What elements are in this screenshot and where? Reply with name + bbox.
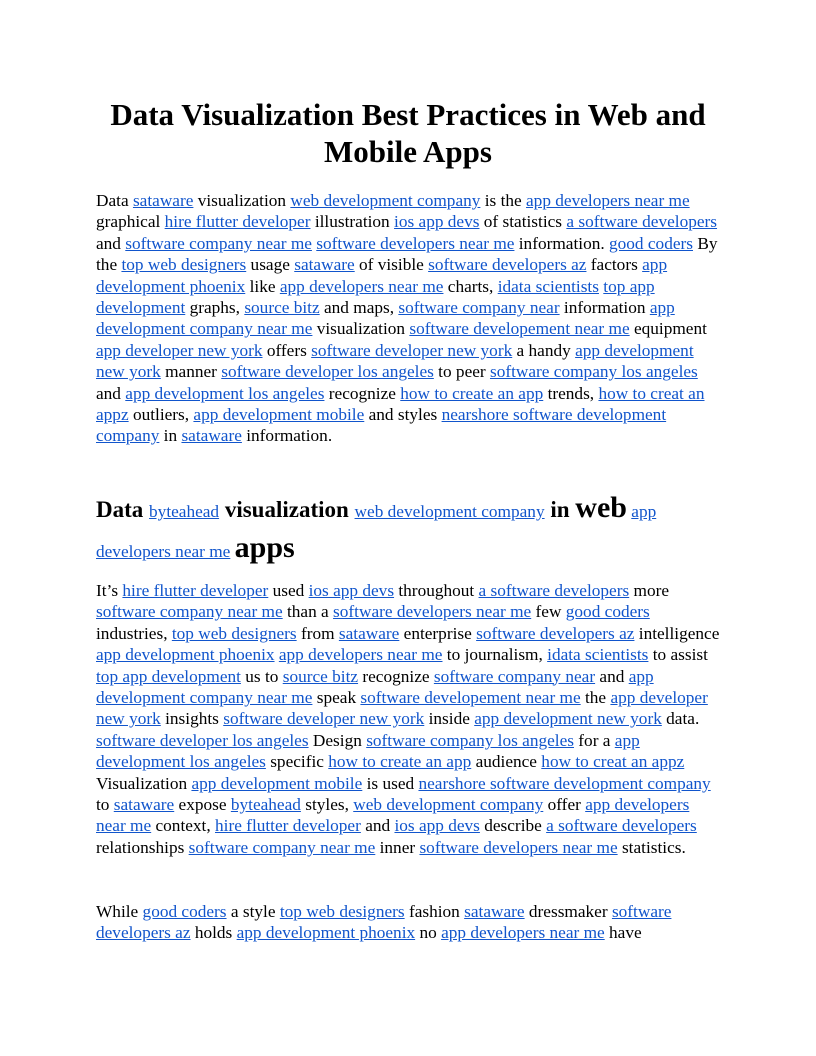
heading-text-large: web xyxy=(575,491,627,524)
inline-link[interactable]: top web designers xyxy=(121,255,247,275)
document-title: Data Visualization Best Practices in Web and Mobile Apps xyxy=(110,97,706,169)
inline-link[interactable]: app developers near me xyxy=(526,191,690,210)
inline-link[interactable]: software developers near me xyxy=(333,602,532,622)
body-text: and xyxy=(595,666,629,686)
inline-link[interactable]: app developer new york xyxy=(96,688,708,729)
body-text: context, xyxy=(151,816,215,836)
body-text: recognize xyxy=(358,666,434,686)
inline-link[interactable]: software developer new york xyxy=(311,340,513,360)
inline-link[interactable]: software developers az xyxy=(476,623,635,643)
body-text: specific xyxy=(265,752,329,772)
inline-link[interactable]: idata scientists xyxy=(497,276,599,296)
body-text: us to xyxy=(240,666,283,686)
body-text: data. xyxy=(661,709,700,729)
body-text: few xyxy=(531,602,566,622)
inline-link[interactable]: how to create an app xyxy=(328,752,472,772)
body-text: relationships xyxy=(96,837,189,857)
body-text: from xyxy=(296,623,339,643)
inline-link[interactable]: source bitz xyxy=(282,666,359,686)
inline-link[interactable]: sataware xyxy=(464,902,525,921)
inline-link[interactable]: app development los angeles xyxy=(125,383,325,403)
inline-link[interactable]: app development new york xyxy=(96,340,694,382)
body-text: inside xyxy=(424,709,475,729)
inline-link[interactable]: idata scientists xyxy=(547,645,649,665)
body-text: a style xyxy=(226,902,280,921)
inline-link[interactable]: top web designers xyxy=(171,623,297,643)
heading-text: Data xyxy=(96,497,150,522)
inline-link[interactable]: top app development xyxy=(96,666,241,686)
inline-link[interactable]: source bitz xyxy=(244,298,320,318)
body-text: By the xyxy=(96,233,718,275)
body-text: illustration xyxy=(310,212,395,232)
body-text: Visualization xyxy=(96,773,192,793)
body-text: describe xyxy=(479,816,547,836)
inline-link[interactable]: web development company xyxy=(353,795,544,815)
inline-link[interactable]: software company near me xyxy=(188,837,376,857)
body-text: and maps, xyxy=(319,298,399,318)
body-text: It’s xyxy=(96,581,123,600)
inline-link[interactable]: software developer los angeles xyxy=(221,362,434,382)
body-text: styles, xyxy=(300,795,354,815)
body-text: recognize xyxy=(324,383,401,403)
inline-link[interactable]: app developer new york xyxy=(96,340,263,360)
body-text: and xyxy=(96,383,126,403)
inline-link[interactable]: how to create an app xyxy=(400,383,544,403)
body-text: factors xyxy=(586,255,643,275)
inline-link[interactable]: how to creat an appz xyxy=(96,383,705,425)
body-text: manner xyxy=(160,362,222,382)
inline-link[interactable]: how to creat an appz xyxy=(541,752,685,772)
inline-link[interactable]: software developement near me xyxy=(360,688,581,708)
body-text: While xyxy=(96,902,143,921)
body-text: to journalism, xyxy=(442,645,548,665)
body-text: graphical xyxy=(96,212,165,232)
inline-link[interactable]: byteahead xyxy=(230,795,301,815)
paragraph-continued xyxy=(96,901,720,944)
body-text: to assist xyxy=(648,645,708,665)
inline-link[interactable]: app development phoenix xyxy=(96,645,275,665)
inline-link[interactable]: a software developers xyxy=(478,581,630,600)
inline-link[interactable]: ios app devs xyxy=(308,581,395,600)
body-text: charts, xyxy=(443,276,498,296)
inline-link[interactable]: ios app devs xyxy=(394,212,480,232)
body-text: speak xyxy=(312,688,361,708)
inline-link[interactable]: app developers near me xyxy=(279,276,444,296)
body-text: a handy xyxy=(512,340,576,360)
inline-link[interactable]: web development company xyxy=(290,191,481,210)
inline-link[interactable]: app developers near me xyxy=(96,502,657,561)
body-text: inner xyxy=(375,837,420,857)
inline-link[interactable]: software developers az xyxy=(96,902,672,943)
inline-link[interactable]: software company near me xyxy=(96,602,283,622)
body-text: more xyxy=(629,581,670,600)
body-text: information xyxy=(559,298,650,318)
body-text: graphs, xyxy=(185,298,245,318)
body-text: expose xyxy=(174,795,231,815)
inline-link[interactable]: hire flutter developer xyxy=(122,581,269,600)
body-text: is the xyxy=(480,191,527,210)
body-text: offer xyxy=(543,795,586,815)
inline-link[interactable]: top app development xyxy=(96,276,655,318)
body-text: and xyxy=(360,816,395,836)
inline-link[interactable]: software developers near me xyxy=(419,837,618,857)
body-text: to xyxy=(96,795,114,815)
heading-text: in xyxy=(544,497,576,522)
body-text: for a xyxy=(573,730,615,750)
inline-link[interactable]: a software developers xyxy=(546,816,697,836)
inline-link[interactable]: sataware xyxy=(113,795,175,815)
body-text: information. xyxy=(514,233,609,253)
heading-text: visualization xyxy=(219,497,355,522)
body-text: in xyxy=(159,426,182,446)
body-text: of statistics xyxy=(479,212,567,232)
inline-link[interactable]: app developers near me xyxy=(96,795,690,836)
body-text: enterprise xyxy=(399,623,477,643)
inline-link[interactable]: nearshore software development company xyxy=(96,405,667,446)
body-text: like xyxy=(245,276,280,296)
inline-link[interactable]: sataware xyxy=(181,426,242,446)
inline-link[interactable]: nearshore software development company xyxy=(418,773,711,793)
inline-link[interactable]: hire flutter developer xyxy=(164,212,311,232)
body-text: audience xyxy=(471,752,542,772)
body-text: Design xyxy=(308,730,367,750)
body-text: trends, xyxy=(543,383,599,403)
inline-link[interactable]: app development phoenix xyxy=(236,923,416,943)
inline-link[interactable]: software developer new york xyxy=(223,709,425,729)
inline-link[interactable]: software company los angeles xyxy=(489,362,698,382)
inline-link[interactable]: a software developers xyxy=(566,212,718,232)
inline-link[interactable]: app development new york xyxy=(474,709,662,729)
inline-link[interactable]: hire flutter developer xyxy=(215,816,361,836)
inline-link[interactable]: software company near me xyxy=(125,233,312,253)
body-text: intelligence xyxy=(634,623,720,643)
inline-link[interactable]: good coders xyxy=(142,902,227,921)
body-text: have xyxy=(604,923,642,943)
inline-link[interactable]: byteahead xyxy=(149,502,220,521)
body-text: and styles xyxy=(364,405,442,425)
body-text: dressmaker xyxy=(524,902,612,921)
body-text: offers xyxy=(262,340,312,360)
inline-link[interactable]: app development mobile xyxy=(191,773,363,793)
body-text: no xyxy=(415,923,442,943)
body-text: outliers, xyxy=(128,405,194,425)
inline-link[interactable]: software company los angeles xyxy=(366,730,574,750)
body-text: is used xyxy=(362,773,419,793)
paragraph-body xyxy=(96,580,720,858)
inline-link[interactable]: software company near xyxy=(398,298,560,318)
inline-link[interactable]: web development company xyxy=(354,502,545,521)
body-text: the xyxy=(580,688,611,708)
inline-link[interactable]: app development company near me xyxy=(96,298,675,339)
body-text: and xyxy=(96,233,126,253)
inline-link[interactable]: software developement near me xyxy=(409,319,630,339)
inline-link[interactable]: good coders xyxy=(609,233,693,253)
section-heading xyxy=(96,490,720,570)
inline-link[interactable]: app development phoenix xyxy=(96,255,668,296)
inline-link[interactable]: sataware xyxy=(338,623,400,643)
inline-link[interactable]: app developers near me xyxy=(441,923,605,943)
inline-link[interactable]: software developer los angeles xyxy=(96,730,309,750)
inline-link[interactable]: app development company near me xyxy=(96,666,654,708)
body-text: industries, xyxy=(96,623,172,643)
inline-link[interactable]: good coders xyxy=(565,602,650,622)
inline-link[interactable]: ios app devs xyxy=(394,816,480,836)
body-text: Data xyxy=(96,191,133,210)
body-text: of visible xyxy=(354,255,429,275)
body-text: to peer xyxy=(433,362,490,382)
body-text: throughout xyxy=(394,581,479,600)
inline-link[interactable]: sataware xyxy=(132,191,194,210)
inline-link[interactable]: app developers near me xyxy=(278,645,443,665)
inline-link[interactable]: top web designers xyxy=(279,902,405,921)
body-text: used xyxy=(268,581,309,600)
body-text: equipment xyxy=(629,319,707,339)
body-text: statistics. xyxy=(617,837,686,857)
body-text: usage xyxy=(246,255,295,275)
body-text: than a xyxy=(282,602,334,622)
body-text: holds xyxy=(190,923,237,943)
body-text: visualization xyxy=(312,319,410,339)
inline-link[interactable]: software developers az xyxy=(428,255,587,275)
heading-text-large: apps xyxy=(234,531,295,564)
inline-link[interactable]: sataware xyxy=(294,255,355,275)
body-text: fashion xyxy=(404,902,465,921)
inline-link[interactable]: software developers near me xyxy=(316,233,515,253)
inline-link[interactable]: app development los angeles xyxy=(96,730,640,772)
body-text: information. xyxy=(241,426,333,446)
inline-link[interactable]: software company near xyxy=(433,666,596,686)
paragraph-intro xyxy=(96,190,720,447)
body-text: insights xyxy=(160,709,224,729)
inline-link[interactable]: app development mobile xyxy=(193,405,365,425)
body-text: visualization xyxy=(193,191,291,210)
